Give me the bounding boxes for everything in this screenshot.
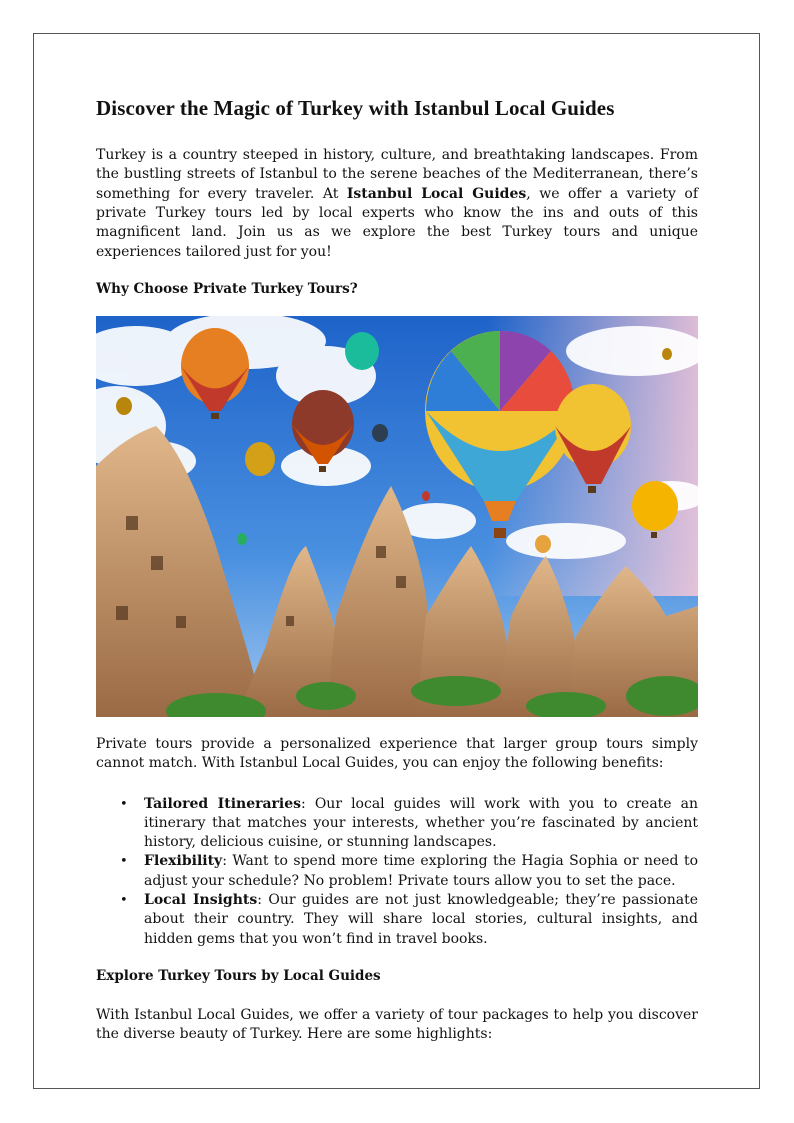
page-title: Discover the Magic of Turkey with Istanbul Local Guides [96,96,615,120]
bullet-icon: • [120,893,128,909]
intro-paragraph [96,146,698,262]
intro-text-start: Turkey is a country steeped in history, culture, and breathtaking landscapes. From the bustling streets of Istanbul to the serene beaches of the Mediterranean, there’s something for every traveler. At [96,147,698,202]
why-choose-heading: Why Choose Private Turkey Tours? [96,280,358,297]
intro-brand: Istanbul Local Guides [346,185,527,202]
benefit-text: : Our local guides will work with you to create an itinerary that matches your interests, whether you’re fascinated by ancient history, delicious cuisine, or stunning landscapes. [144,795,699,851]
list-item [120,852,698,891]
document-body [96,96,698,1045]
cappadocia-balloons-image [96,316,698,717]
list-item [120,891,698,949]
private-tours-paragraph: Private tours provide a personalized experience that larger group tours simply cannot match. With Istanbul Local Guides, you can enjoy the following benefits: [96,735,698,772]
benefit-text: : Want to spend more time exploring the Hagia Sophia or need to adjust your schedule? No problem! Private tours allow you to set the pace. [144,853,698,889]
bullet-icon: • [120,854,128,870]
explore-tours-heading: Explore Turkey Tours by Local Guides [96,967,381,984]
list-item [120,795,699,853]
benefit-title: Local Insights [144,892,258,909]
benefits-list [96,795,698,949]
benefit-title: Flexibility [144,853,223,870]
intro-text-end: , we offer a variety of private Turkey tours led by local experts who know the ins and outs of this magnificent land. Join us as we explore the best Turkey tours and unique experiences tailored just for you! [96,185,699,260]
explore-paragraph: With Istanbul Local Guides, we offer a variety of tour packages to help you discover the diverse beauty of Turkey. Here are some highlights: [96,1006,698,1043]
bullet-icon: • [120,796,128,812]
benefit-text: : Our guides are not just knowledgeable; they’re passionate about their country. They will share local stories, cultural insights, and hidden gems that you won’t find in travel books. [144,892,698,947]
benefit-title: Tailored Itineraries [144,795,302,812]
